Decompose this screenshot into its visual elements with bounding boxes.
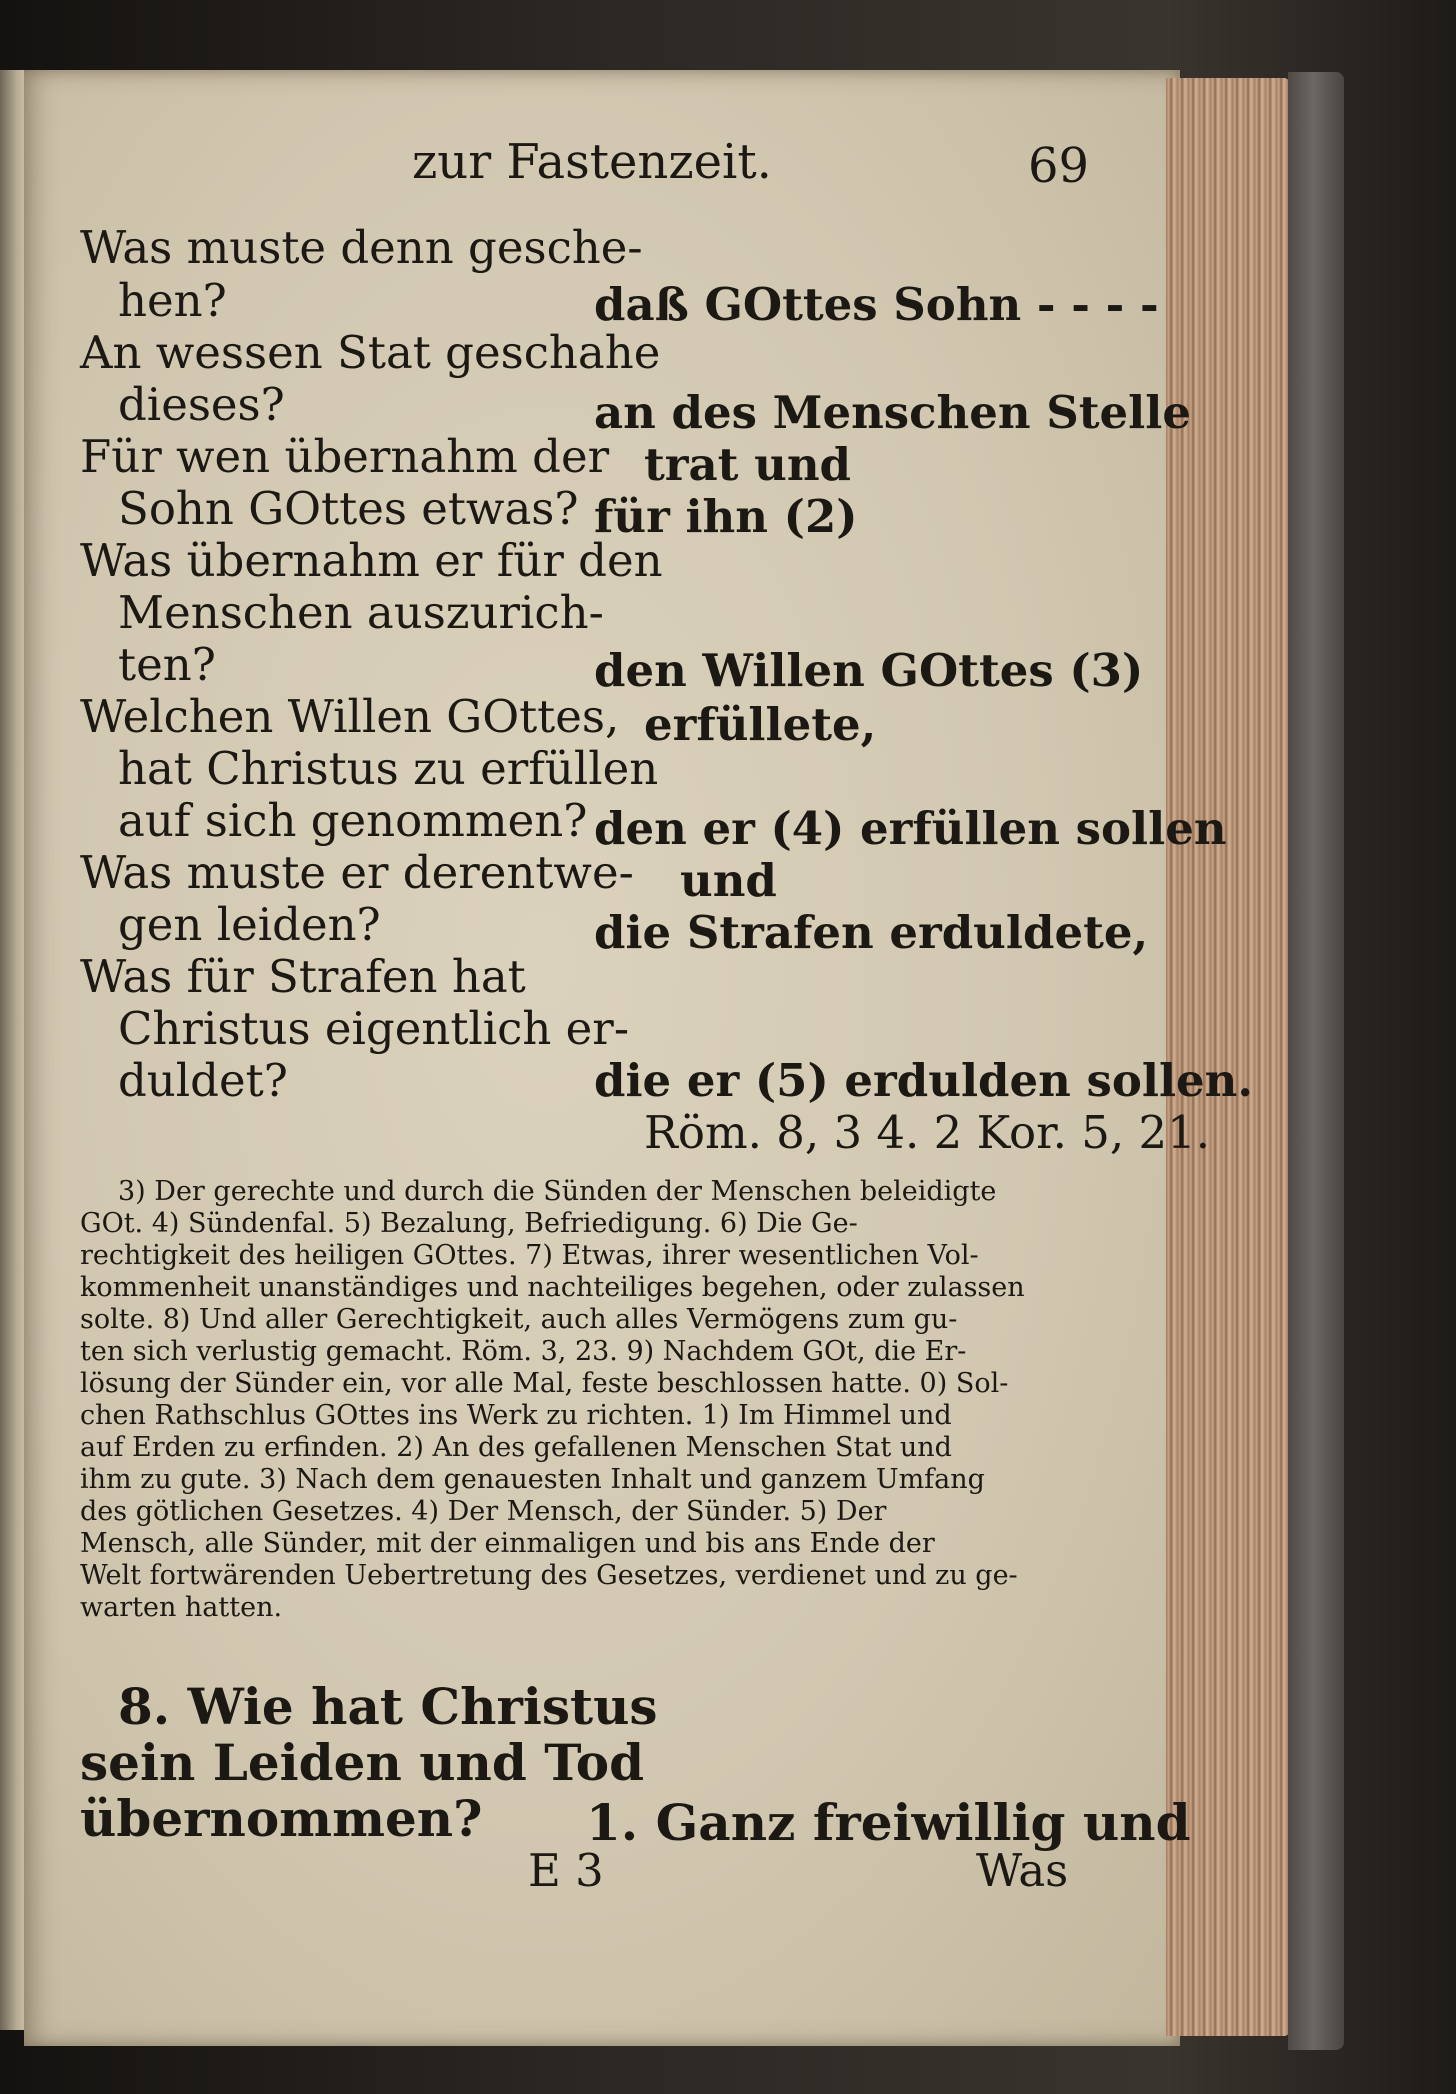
question-line: hat Christus zu erfüllen	[118, 742, 659, 795]
answer-line: den er (4) erfüllen sollen	[594, 802, 1227, 855]
question-line: Welchen Willen GOttes,	[80, 690, 620, 743]
answer-line: an des Menschen Stelle	[594, 386, 1191, 439]
answer-line: trat und	[644, 438, 852, 491]
question-line: ten?	[118, 638, 216, 691]
footnote-line: kommenheit unanständiges und nachteiliges begehen, oder zulassen	[80, 1272, 1025, 1303]
running-title: zur Fastenzeit.	[412, 134, 772, 190]
footnote-line: lösung der Sünder ein, vor alle Mal, feste beschlossen hatte. 0) Sol-	[80, 1368, 1009, 1399]
answer-line: daß GOttes Sohn - - - -	[594, 278, 1159, 331]
footnote-line: GOt. 4) Sündenfal. 5) Bezalung, Befriedigung. 6) Die Ge-	[80, 1208, 858, 1239]
footnote-line: rechtigkeit des heiligen GOttes. 7) Etwas, ihrer wesentlichen Vol-	[80, 1240, 979, 1271]
answer-line: die er (5) erdulden sollen.	[594, 1054, 1254, 1107]
footnote-line: chen Rathschlus GOttes ins Werk zu richten. 1) Im Himmel und	[80, 1400, 952, 1431]
question-line: Sohn GOttes etwas?	[118, 482, 579, 535]
footnote-line: Welt fortwärenden Uebertretung des Gesetzes, verdienet und zu ge-	[80, 1560, 1018, 1591]
footnote-line: Mensch, alle Sünder, mit der einmaligen und bis ans Ende der	[80, 1528, 935, 1559]
question-line: Christus eigentlich er-	[118, 1002, 630, 1055]
question-line: Was muste denn gesche-	[80, 221, 643, 274]
question-line: Was übernahm er für den	[80, 534, 663, 587]
section-question-line: übernommen?	[80, 1789, 483, 1848]
question-line: Für wen übernahm der	[80, 430, 610, 483]
question-line: gen leiden?	[118, 898, 381, 951]
section-answer: 1. Ganz freiwillig und	[586, 1793, 1191, 1852]
bible-reference: Röm. 8, 3 4. 2 Kor. 5, 21.	[644, 1106, 1211, 1159]
question-line: Menschen auszurich-	[118, 586, 604, 639]
question-line: Was für Strafen hat	[80, 950, 526, 1003]
question-line: hen?	[118, 274, 227, 327]
answer-line: erfüllete,	[644, 698, 877, 751]
book-cover	[1288, 72, 1344, 2050]
answer-line: für ihn (2)	[594, 490, 858, 543]
footnote-line: warten hatten.	[80, 1592, 283, 1623]
footnote-line: auf Erden zu erfinden. 2) An des gefallenen Menschen Stat und	[80, 1432, 952, 1463]
question-line: An wessen Stat geschahe	[80, 326, 661, 379]
section-question-line: 8. Wie hat Christus	[118, 1677, 658, 1736]
catchword: Was	[976, 1844, 1069, 1897]
section-question-line: sein Leiden und Tod	[80, 1733, 645, 1792]
answer-line: und	[680, 854, 777, 907]
question-line: auf sich genommen?	[118, 794, 588, 847]
signature-mark: E 3	[528, 1844, 604, 1897]
footnote-line: 3) Der gerechte und durch die Sünden der Menschen beleidigte	[118, 1176, 997, 1207]
question-line: duldet?	[118, 1054, 288, 1107]
footnote-line: solte. 8) Und aller Gerechtigkeit, auch alles Vermögens zum gu-	[80, 1304, 958, 1335]
page-number: 69	[1028, 138, 1090, 194]
question-line: dieses?	[118, 378, 285, 431]
answer-line: den Willen GOttes (3)	[594, 644, 1144, 697]
answer-line: die Strafen erduldete,	[594, 906, 1149, 959]
footnote-line: ihm zu gute. 3) Nach dem genauesten Inhalt und ganzem Umfang	[80, 1464, 985, 1495]
footnote-line: ten sich verlustig gemacht. Röm. 3, 23. 9) Nachdem GOt, die Er-	[80, 1336, 967, 1367]
footnote-line: des götlichen Gesetzes. 4) Der Mensch, der Sünder. 5) Der	[80, 1496, 887, 1527]
question-line: Was muste er derentwe-	[80, 846, 634, 899]
